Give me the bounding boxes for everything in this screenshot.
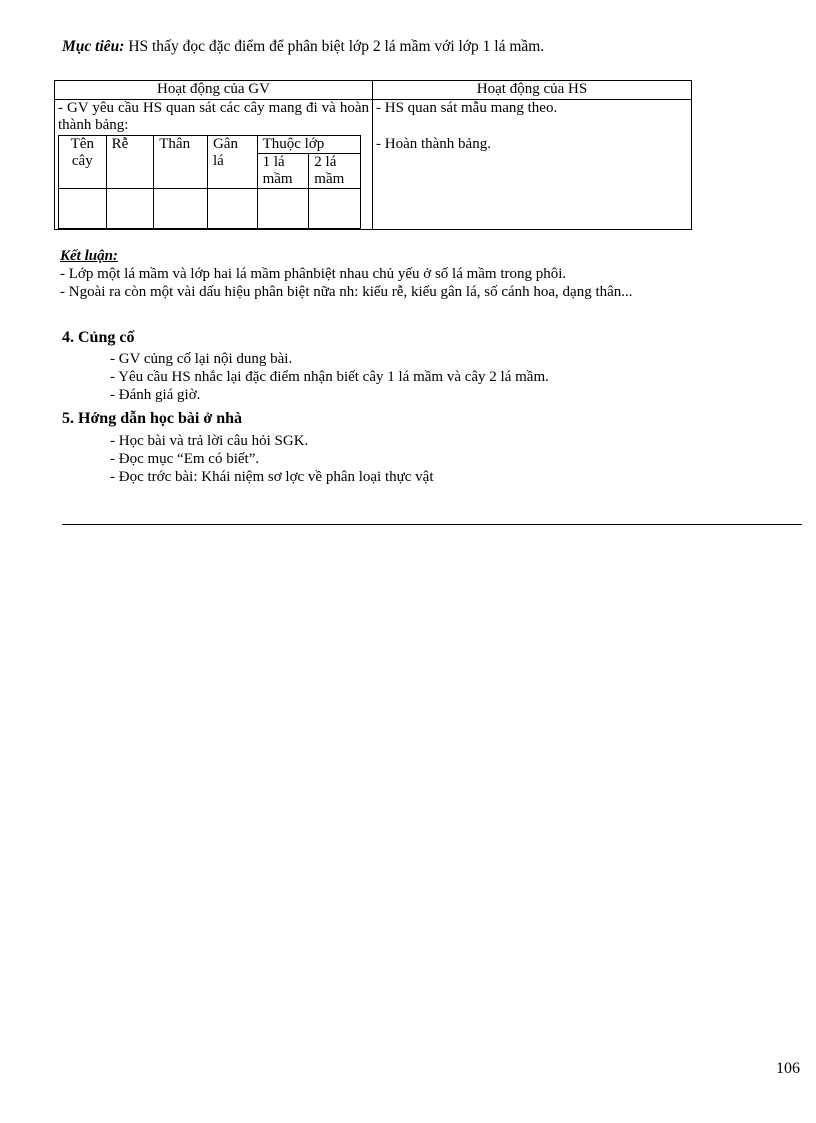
objective-line bbox=[62, 38, 544, 56]
col-thuoc-lop: Thuộc lớp bbox=[257, 136, 360, 154]
col-ten-cay: Tên cây bbox=[59, 136, 107, 189]
col-gan-la: Gân lá bbox=[207, 136, 257, 189]
empty-cell bbox=[309, 189, 361, 229]
list-item: - GV củng cố lại nội dung bài. bbox=[110, 351, 293, 367]
col-re: Rễ bbox=[106, 136, 154, 189]
gv-instruction: - GV yêu cầu HS quan sát các cây mang đi và hoàn thành bảng: bbox=[58, 100, 369, 133]
objective-label: Mục tiêu: bbox=[62, 38, 125, 55]
section-divider bbox=[62, 524, 802, 525]
list-item: - Đọc mục “Em có biết”. bbox=[110, 451, 260, 467]
objective-text: HS thấy đọc đặc điểm để phân biệt lớp 2 lá mầm với lớp 1 lá mầm. bbox=[124, 38, 545, 55]
hs-line-1: - HS quan sát mẫu mang theo. bbox=[376, 100, 558, 116]
conclusion-block bbox=[60, 247, 800, 301]
col-2-la-mam: 2 lá mầm bbox=[309, 154, 361, 189]
col-than: Thân bbox=[154, 136, 208, 189]
empty-cell bbox=[106, 189, 154, 229]
activity-table bbox=[54, 80, 692, 230]
list-item: - Học bài và trả lời câu hỏi SGK. bbox=[110, 433, 309, 449]
section-5-list bbox=[110, 432, 434, 486]
empty-cell bbox=[59, 189, 107, 229]
empty-cell bbox=[257, 189, 309, 229]
gv-activity-cell bbox=[55, 100, 373, 230]
list-item: - Yêu cầu HS nhắc lại đặc điểm nhận biết cây 1 lá mầm và cây 2 lá mầm. bbox=[110, 369, 549, 385]
hs-line-2: - Hoàn thành bảng. bbox=[376, 136, 491, 152]
list-item: - Đọc trớc bài: Khái niệm sơ lợc về phân loại thực vật bbox=[110, 469, 434, 485]
list-item: - Đánh giá giờ. bbox=[110, 387, 201, 403]
empty-cell bbox=[207, 189, 257, 229]
col-1-la-mam: 1 lá mầm bbox=[257, 154, 309, 189]
header-gv: Hoạt động của GV bbox=[55, 81, 373, 100]
section-4-title: 4. Củng cố bbox=[62, 329, 135, 346]
hs-activity-cell bbox=[373, 100, 692, 230]
conclusion-line-1: - Lớp một lá mầm và lớp hai lá mầm phânbiệt nhau chủ yếu ở số lá mầm trong phôi. bbox=[60, 266, 567, 282]
header-hs: Hoạt động của HS bbox=[373, 81, 692, 100]
classification-table bbox=[58, 135, 361, 229]
conclusion-heading: Kết luận: bbox=[60, 248, 118, 264]
table-row bbox=[59, 189, 361, 229]
page-number: 106 bbox=[776, 1060, 800, 1077]
section-4-list bbox=[110, 350, 549, 404]
section-5-title: 5. Hớng dẫn học bài ở nhà bbox=[62, 410, 242, 427]
conclusion-line-2: - Ngoài ra còn một vài dấu hiệu phân biệt nữa nh: kiểu rễ, kiểu gân lá, số cánh hoa, dạng thân... bbox=[60, 284, 633, 300]
empty-cell bbox=[154, 189, 208, 229]
